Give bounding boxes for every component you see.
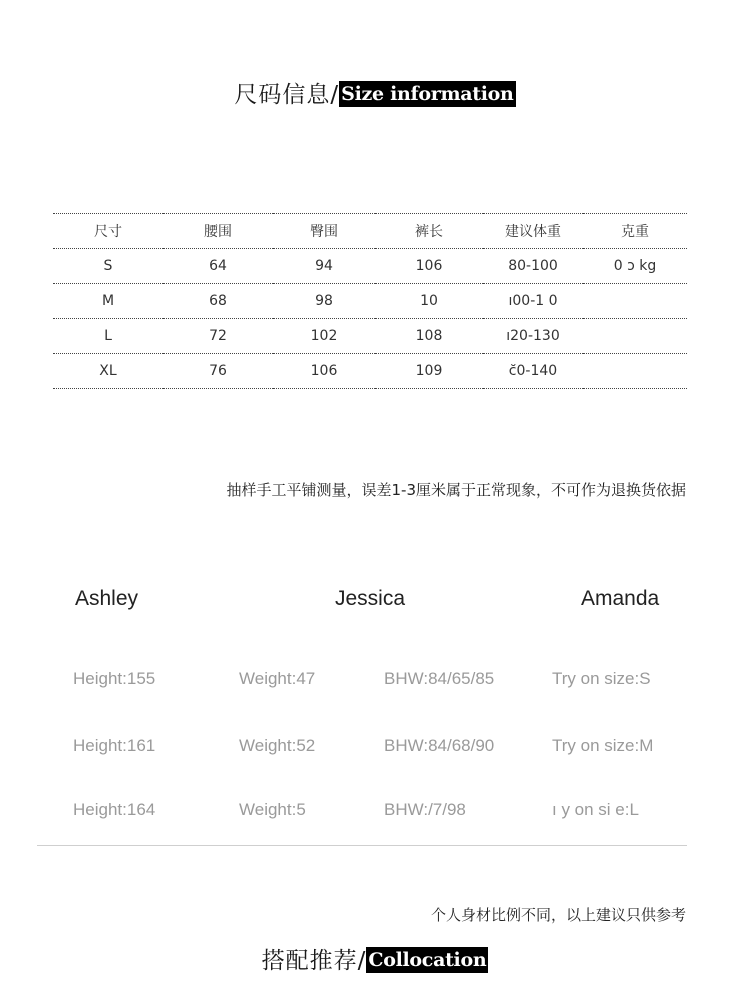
table-cell: 64 bbox=[163, 249, 273, 284]
model-weight: Weight:47 bbox=[239, 669, 316, 688]
header-waist: 腰围 bbox=[163, 214, 273, 249]
table-cell: 68 bbox=[163, 284, 273, 319]
size-table bbox=[53, 213, 687, 389]
table-cell: 0 ɔ kg bbox=[583, 249, 687, 284]
model-try-on-size: ı y on si e:L bbox=[552, 800, 639, 819]
header-size: 尺寸 bbox=[53, 214, 163, 249]
collocation-title-cn: 搭配推荐/ bbox=[261, 948, 367, 974]
table-cell: 106 bbox=[273, 354, 375, 389]
table-cell bbox=[583, 319, 687, 354]
table-cell: c̆0-140 bbox=[483, 354, 583, 389]
model-weight: Weight:52 bbox=[239, 736, 316, 755]
model-name-amanda: Amanda bbox=[581, 587, 660, 610]
header-hip: 臀围 bbox=[273, 214, 375, 249]
measurement-note: 抽样手工平铺测量，误差1-3厘米属于正常现象，不可作为退换货依据 bbox=[226, 481, 686, 499]
table-cell: 106 bbox=[375, 249, 483, 284]
table-cell: 80-100 bbox=[483, 249, 583, 284]
table-cell: 76 bbox=[163, 354, 273, 389]
table-cell: L bbox=[53, 319, 163, 354]
model-bhw: BHW:84/65/85 bbox=[384, 669, 495, 688]
table-row bbox=[53, 319, 687, 354]
model-bhw: BHW:84/68/90 bbox=[384, 736, 495, 755]
model-stats-row bbox=[0, 736, 750, 766]
header-fabric-weight: 克重 bbox=[583, 214, 687, 249]
reference-note: 个人身材比例不同，以上建议只供参考 bbox=[430, 906, 686, 924]
model-height: Height:161 bbox=[73, 736, 156, 755]
model-height: Height:164 bbox=[73, 800, 156, 819]
model-weight: Weight:5 bbox=[239, 800, 306, 819]
table-row bbox=[53, 354, 687, 389]
model-try-on-size: Try on size:S bbox=[552, 669, 651, 688]
size-title-en: Size information bbox=[341, 82, 514, 105]
table-cell bbox=[583, 354, 687, 389]
table-row bbox=[53, 249, 687, 284]
table-cell: ı20-130 bbox=[483, 319, 583, 354]
collocation-title bbox=[0, 942, 750, 975]
table-cell: 72 bbox=[163, 319, 273, 354]
model-bhw: BHW:/7/98 bbox=[384, 800, 466, 819]
collocation-title-en: Collocation bbox=[368, 948, 487, 971]
table-cell: 102 bbox=[273, 319, 375, 354]
table-cell: 98 bbox=[273, 284, 375, 319]
model-name-jessica: Jessica bbox=[335, 587, 406, 610]
model-stats-row bbox=[0, 800, 750, 830]
table-row bbox=[53, 284, 687, 319]
table-cell: 108 bbox=[375, 319, 483, 354]
table-cell: S bbox=[53, 249, 163, 284]
table-cell: 94 bbox=[273, 249, 375, 284]
table-cell: ı00-1 0 bbox=[483, 284, 583, 319]
size-table-header-row bbox=[53, 214, 687, 249]
model-stats-row bbox=[0, 669, 750, 699]
size-information-title bbox=[0, 76, 750, 109]
divider bbox=[37, 845, 687, 846]
table-cell bbox=[583, 284, 687, 319]
table-cell: 109 bbox=[375, 354, 483, 389]
table-cell: XL bbox=[53, 354, 163, 389]
model-height: Height:155 bbox=[73, 669, 156, 688]
size-title-cn: 尺码信息/ bbox=[234, 82, 340, 108]
header-weight: 建议体重 bbox=[483, 214, 583, 249]
table-cell: M bbox=[53, 284, 163, 319]
model-try-on-size: Try on size:M bbox=[552, 736, 654, 755]
model-name-ashley: Ashley bbox=[75, 587, 139, 610]
header-length: 裤长 bbox=[375, 214, 483, 249]
table-cell: 10 bbox=[375, 284, 483, 319]
